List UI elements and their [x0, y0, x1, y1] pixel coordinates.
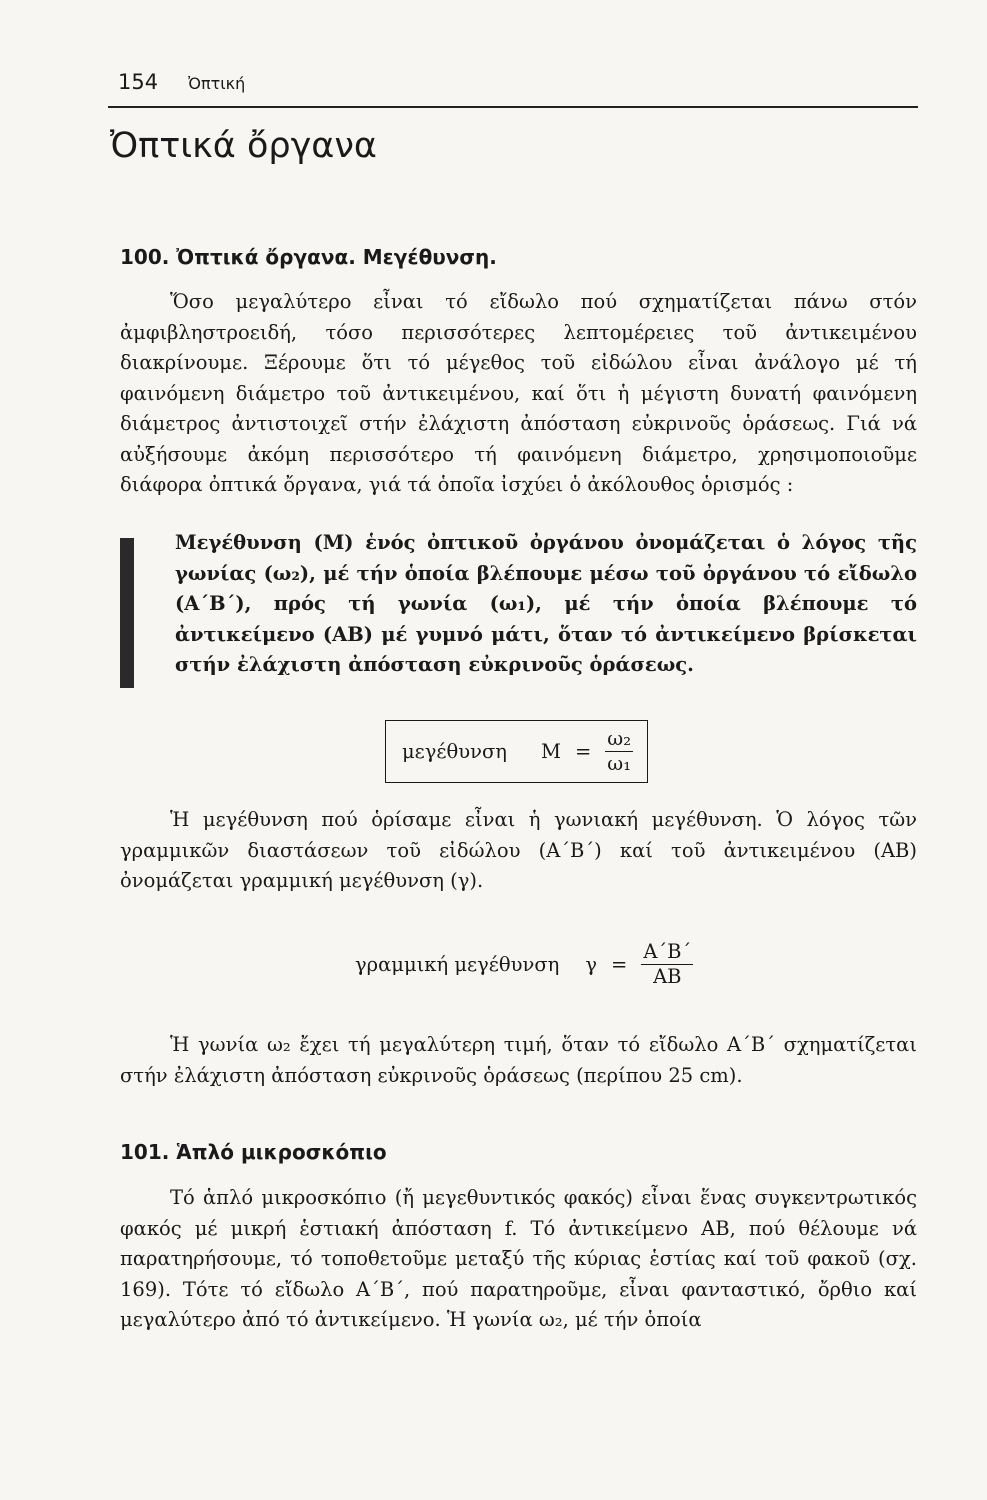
formula1-numerator: ω₂ — [607, 727, 632, 750]
section-100-paragraph-3: Ἡ γωνία ω₂ ἔχει τή μεγαλύτερη τιμή, ὅταν τό εἴδωλο Α΄Β΄ σχηματίζεται στήν ἐλάχιστη ἀπόσταση εὐκρινοῦς ὁράσεως (περίπου 25 cm). — [120, 1033, 917, 1087]
section-101-paragraph: Τό ἁπλό μικροσκόπιο (ἤ μεγεθυντικός φακός) εἶναι ἕνας συγκεντρωτικός φακός μέ μικρή ἑστιακή ἀπόσταση f. Τό ἀντικείμενο ΑΒ, πού θέλουμε νά παρατηρήσουμε, τό τοποθετοῦμε μεταξύ τῆς κύριας ἑστίας καί τοῦ φακοῦ (σχ. 169). Τότε τό εἴδωλο Α΄Β΄, πού παρατηροῦμε, εἶναι φανταστικό, ὄρθιο καί μεγαλύτερο ἀπό τό ἀντικείμενο. Ἡ γωνία ω₂, μέ τήν ὁποία — [120, 1186, 917, 1331]
formula2-eq: = — [610, 953, 628, 976]
formula1-label: μεγέθυνση — [402, 740, 507, 763]
formula1-lhs: Μ — [540, 740, 561, 763]
formula2-numerator: Α΄Β΄ — [643, 940, 692, 963]
angular-magnification-formula — [385, 720, 648, 783]
section-100-heading: 100. Ὀπτικά ὄργανα. Μεγέθυνση. — [120, 245, 497, 269]
formula1-eq: = — [574, 740, 592, 763]
definition-bar — [120, 538, 134, 688]
formula1-fraction — [605, 727, 633, 776]
formula2-lhs: γ — [585, 953, 597, 976]
section-100-paragraph: Ὅσο μεγαλύτερο εἶναι τό εἴδωλο πού σχηματίζεται πάνω στόν ἀμφιβληστροειδή, τόσο περισσότερες λεπτομέρειες τοῦ ἀντικειμένου διακρίνουμε. Ξέρουμε ὅτι τό μέγεθος τοῦ εἰδώλου εἶναι ἀνάλογο μέ τή φαινόμενη διάμετρο τοῦ ἀντικειμένου, καί ὅτι ἡ μέγιστη δυνατή φαινόμενη διάμετρος ἀντιστοιχεῖ στήν ἐλάχιστη ἀπόσταση εὐκρινοῦς ὁράσεως. Γιά νά αὐξήσουμε ἀκόμη περισσότερο τή φαινόμενη διάμετρο, χρησιμοποιοῦμε διάφορα ὀπτικά ὄργανα, γιά τά ὁποῖα ἰσχύει ὁ ἀκόλουθος ὁρισμός : — [120, 290, 917, 496]
formula2-label: γραμμική μεγέθυνση — [355, 953, 560, 976]
page-number: 154 — [118, 70, 159, 94]
formula1-denominator: ω₁ — [607, 752, 632, 775]
formula2-fraction — [641, 940, 693, 989]
formula2-denominator: ΑΒ — [653, 965, 682, 988]
linear-magnification-formula — [355, 940, 693, 989]
running-title: Ὀπτική — [188, 74, 246, 93]
definition-text: Μεγέθυνση (Μ) ἑνός ὀπτικοῦ ὀργάνου ὀνομάζεται ὁ λόγος τῆς γωνίας (ω₂), μέ τήν ὁποία βλέπουμε μέσω τοῦ ὀργάνου τό εἴδωλο (Α΄Β΄), πρός τή γωνία (ω₁), μέ τήν ὁποία βλέπουμε τό ἀντικείμενο (ΑΒ) μέ γυμνό μάτι, ὅταν τό ἀντικείμενο βρίσκεται στήν ἐλάχιστη ἀπόσταση εὐκρινοῦς ὁράσεως. — [175, 531, 917, 676]
section-101-heading: 101. Ἁπλό μικροσκόπιο — [120, 1140, 387, 1164]
section-100-paragraph-2: Ἡ μεγέθυνση πού ὁρίσαμε εἶναι ἡ γωνιακή μεγέθυνση. Ὁ λόγος τῶν γραμμικῶν διαστάσεων τοῦ εἰδώλου (Α΄Β΄) καί τοῦ ἀντικειμένου (ΑΒ) ὀνομάζεται γραμμική μεγέθυνση (γ). — [120, 808, 917, 892]
header-rule — [108, 106, 918, 108]
page-header — [118, 70, 245, 94]
chapter-title: Ὀπτικά ὄργανα — [110, 126, 377, 166]
